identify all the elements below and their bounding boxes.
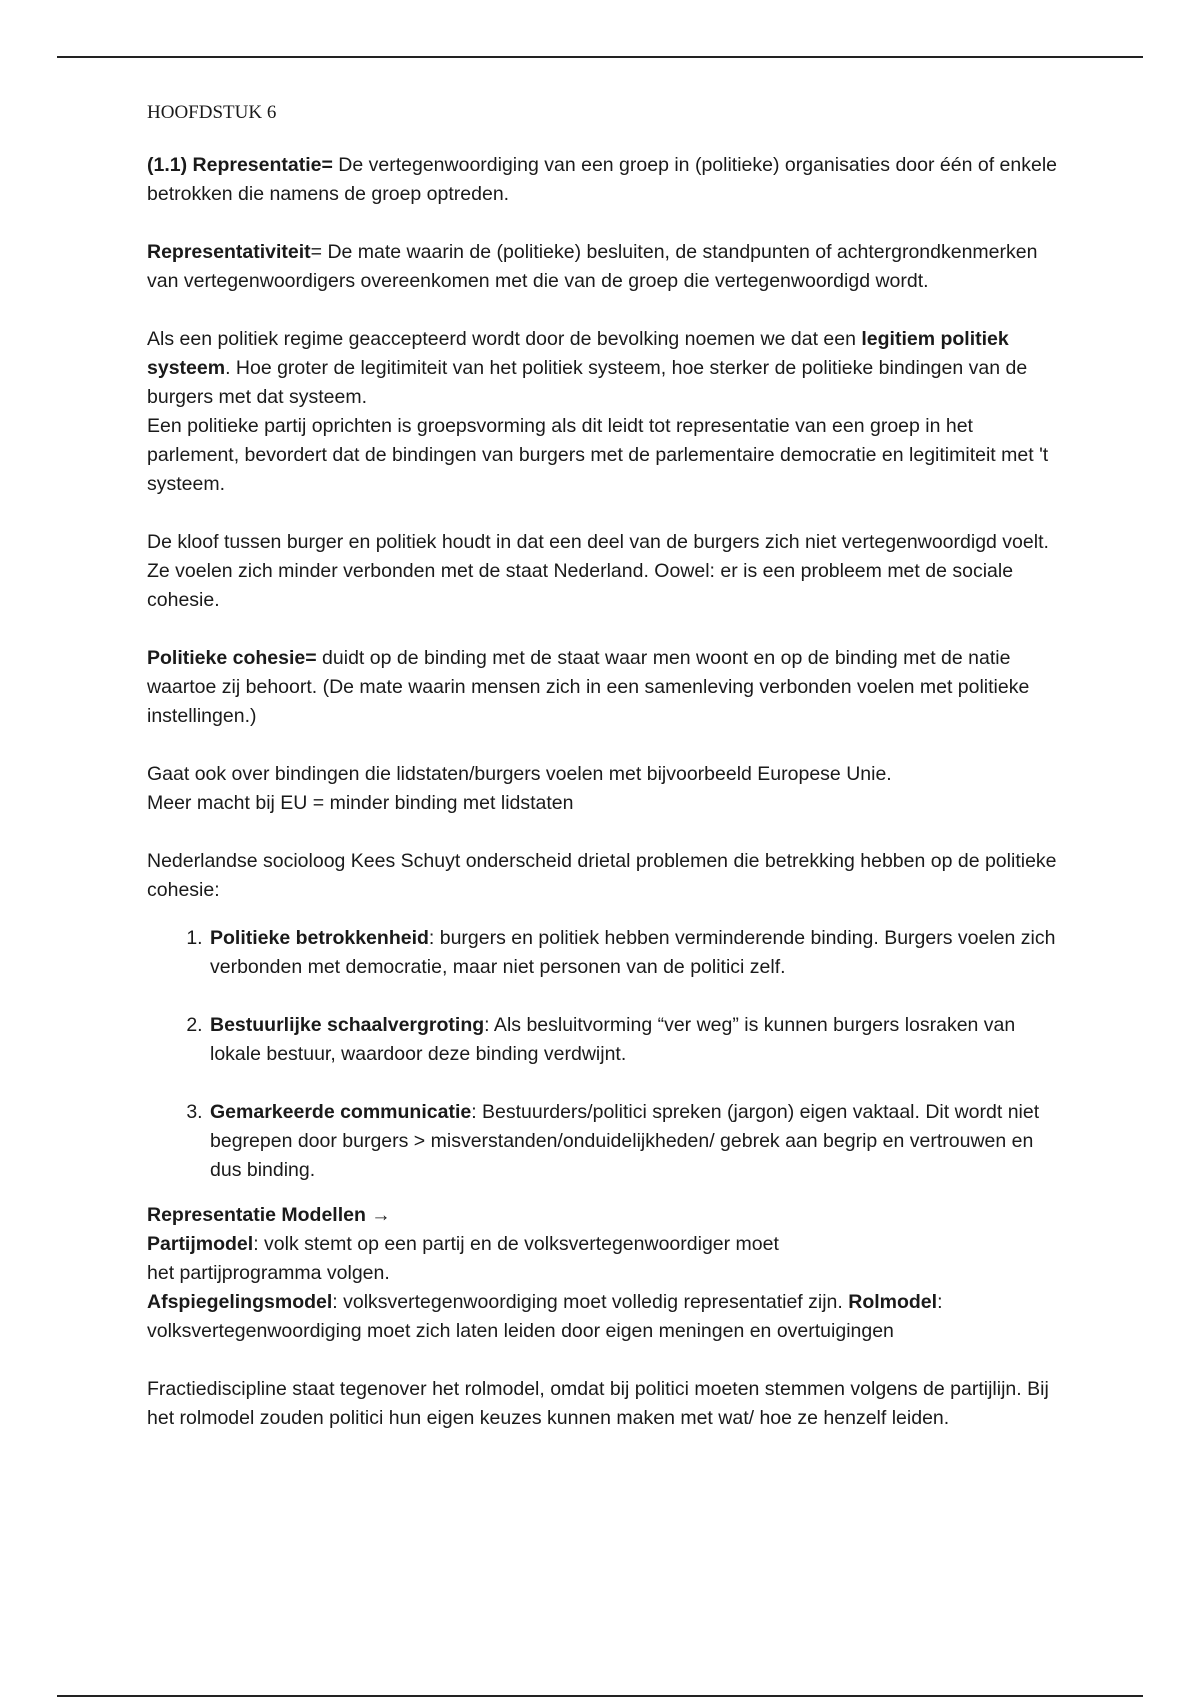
chapter-heading: HOOFDSTUK 6 bbox=[147, 102, 277, 123]
paragraph-kloof: De kloof tussen burger en politiek houdt in dat een deel van de burgers zich niet vertegenwoordigd voelt. Ze voelen zich minder verbonden met de staat Nederland. Oowel: er is een probleem met de sociale cohesie. bbox=[147, 531, 1049, 611]
paragraph-fractiediscipline: Fractiediscipline staat tegenover het rolmodel, omdat bij politici moeten stemmen volgens de partijlijn. Bij het rolmodel zouden politici hun eigen keuzes kunnen maken met wat/ hoe ze henzelf leiden. bbox=[147, 1378, 1049, 1429]
top-rule bbox=[57, 56, 1143, 58]
paragraph-eu: Gaat ook over bindingen die lidstaten/burgers voelen met bijvoorbeeld Europese Unie. Meer macht bij EU = minder binding met lidstaten bbox=[147, 763, 892, 814]
paragraph-legitimiteit: Als een politiek regime geaccepteerd wordt door de bevolking noemen we dat een legitiem politiek systeem. Hoe groter de legitimiteit van het politiek systeem, hoe sterker de politieke bindingen van de burgers met dat systeem. Een politieke partij oprichten is groepsvorming als dit leidt tot representatie van een groep in het parlement, bevordert dat de bindingen van burgers met de parlementaire democratie en legitimiteit met 't systeem. bbox=[147, 328, 1049, 495]
problems-list bbox=[147, 924, 1067, 1185]
term-afspiegelingsmodel: Afspiegelingsmodel bbox=[147, 1291, 333, 1313]
term-politieke-cohesie: Politieke cohesie= bbox=[147, 647, 317, 669]
term-rolmodel: Rolmodel bbox=[848, 1291, 938, 1313]
paragraph-politieke-cohesie: Politieke cohesie= duidt op de binding met de staat waar men woont en op de binding met de natie waartoe zij behoort. (De mate waarin mensen zich in een samenleving verbonden voelen met politieke instellingen.) bbox=[147, 647, 1030, 727]
paragraph-models: Representatie Modellen → Partijmodel: volk stemt op een partij en de volksvertegenwoordiger moet het partijprogramma volgen. Afspiegelingsmodel: volksvertegenwoordiging moet volledig representatief zijn. Rolmodel: volksvertegenwoordiging moet zich laten leiden door eigen meningen en overtuigingen bbox=[147, 1204, 943, 1342]
paragraph-representatie: (1.1) Representatie= De vertegenwoordiging van een groep in (politieke) organisaties door één of enkele betrokken die namens de groep optreden. bbox=[147, 154, 1058, 205]
term-representativiteit: Representativiteit bbox=[147, 241, 311, 263]
term-representatie: (1.1) Representatie= bbox=[147, 154, 333, 176]
term-legitiem-systeem: legitiem politiek systeem bbox=[147, 328, 1009, 379]
term-partijmodel: Partijmodel bbox=[147, 1233, 254, 1255]
list-item: 3. Gemarkeerde communicatie: Bestuurders/politici spreken (jargon) eigen vaktaal. Dit wordt niet begrepen door burgers > misverstanden/onduidelijkheden/ gebrek aan begrip en vertrouwen en dus binding. bbox=[208, 1098, 1067, 1185]
document-body bbox=[147, 98, 1067, 1462]
paragraph-schuyt: Nederlandse socioloog Kees Schuyt onderscheid drietal problemen die betrekking hebben op de politieke cohesie: bbox=[147, 850, 1057, 901]
bottom-rule bbox=[57, 1695, 1143, 1697]
paragraph-representativiteit: Representativiteit= De mate waarin de (politieke) besluiten, de standpunten of achtergrondkenmerken van vertegenwoordigers overeenkomen met die van de groep die vertegenwoordigd wordt. bbox=[147, 241, 1038, 292]
list-item: 2. Bestuurlijke schaalvergroting: Als besluitvorming “ver weg” is kunnen burgers losraken van lokale bestuur, waardoor deze binding verdwijnt. bbox=[208, 1011, 1067, 1069]
list-item: 1. Politieke betrokkenheid: burgers en politiek hebben verminderende binding. Burgers voelen zich verbonden met democratie, maar niet personen van de politici zelf. bbox=[208, 924, 1067, 982]
models-heading: Representatie Modellen → bbox=[147, 1204, 391, 1226]
